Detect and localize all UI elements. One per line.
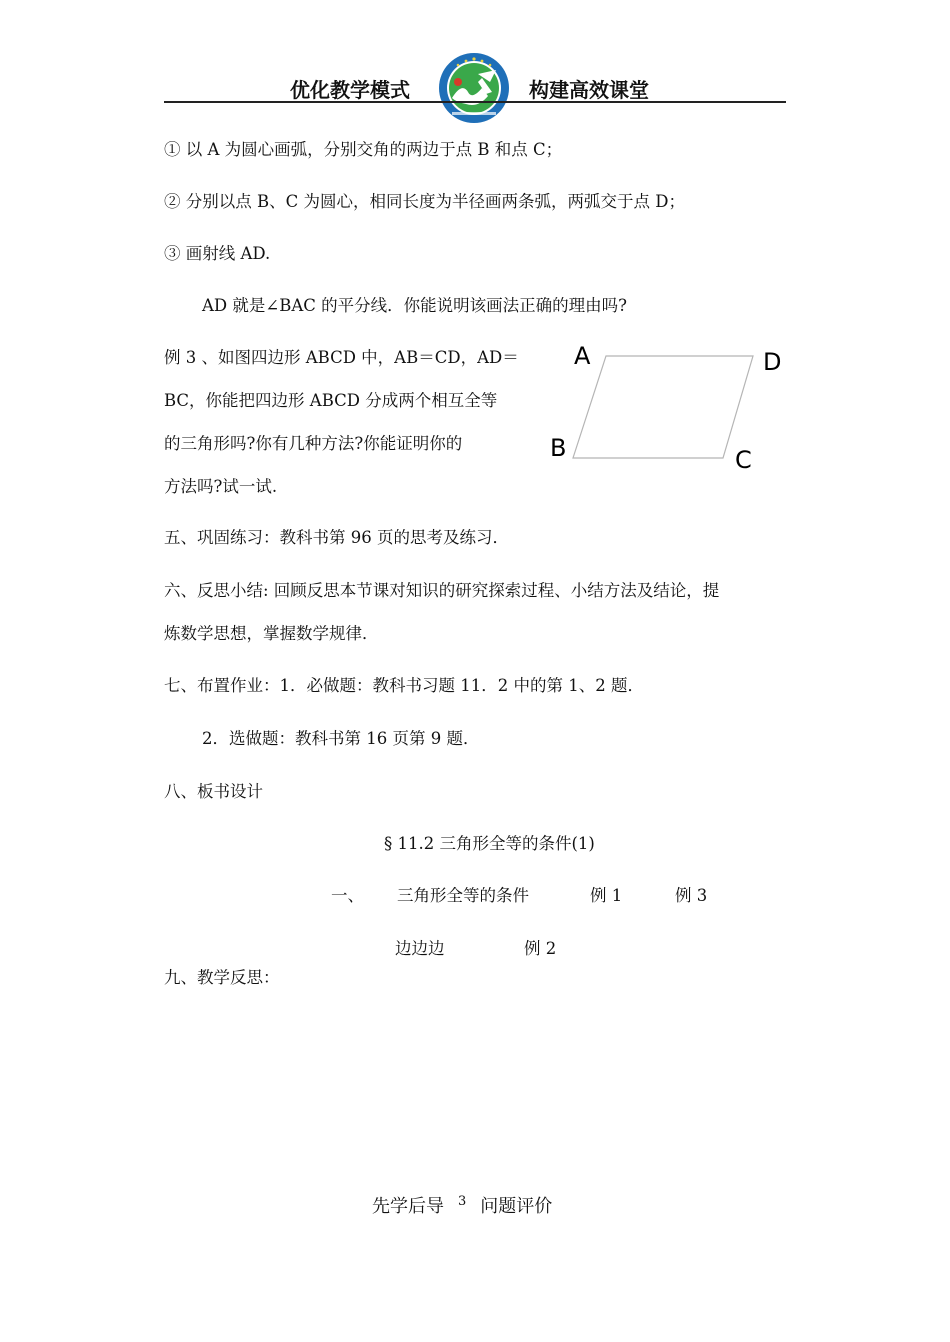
board-row1-heading: 三角形全等的条件 (397, 886, 529, 905)
header-right-title: 构建高效课堂 (529, 78, 649, 102)
vertex-label-c: C (735, 446, 752, 474)
section-7-optional: 2．选做题：教科书第 16 页第 9 题． (202, 729, 480, 748)
board-row1-numeral: 一、 (331, 886, 364, 905)
vertex-label-d: D (763, 348, 782, 376)
board-row1-example3: 例 3 (675, 886, 708, 905)
section-6-line-1: 六、反思小结: 回顾反思本节课对知识的研究探索过程、小结方法及结论，提 (164, 581, 720, 600)
step-1: ① 以 A 为圆心画弧，分别交角的两边于点 B 和点 C； (164, 140, 563, 159)
conclusion-text: AD 就是∠BAC 的平分线．你能说明该画法正确的理由吗? (202, 296, 627, 315)
section-5: 五、巩固练习：教科书第 96 页的思考及练习． (164, 528, 509, 547)
parallelogram-shape (573, 356, 753, 458)
section-9: 九、教学反思： (164, 968, 280, 987)
board-row2-sss: 边边边 (395, 939, 445, 958)
board-row2-example2: 例 2 (524, 939, 557, 958)
example3-line-1: 例 3 、如图四边形 ABCD 中，AB＝CD，AD＝ (164, 348, 519, 367)
vertex-label-b: B (550, 434, 567, 462)
example3-line-3: 的三角形吗?你有几种方法?你能证明你的 (164, 434, 463, 453)
step-2: ② 分别以点 B、C 为圆心，相同长度为半径画两条弧，两弧交于点 D； (164, 192, 685, 211)
section-6-line-2: 炼数学思想，掌握数学规律． (164, 624, 379, 643)
footer-left-text: 先学后导 (372, 1196, 444, 1217)
page-footer (372, 1192, 552, 1218)
example3-line-4: 方法吗?试一试. (164, 477, 278, 496)
page-number: 3 (458, 1194, 467, 1209)
board-row1-example1: 例 1 (590, 886, 623, 905)
section-8: 八、板书设计 (164, 782, 263, 801)
footer-right-text: 问题评价 (480, 1196, 553, 1217)
step-3: ③ 画射线 AD. (164, 244, 271, 263)
parallelogram-diagram (540, 334, 790, 479)
header-divider (164, 101, 786, 103)
vertex-label-a: A (574, 342, 591, 370)
school-logo-icon (438, 52, 510, 124)
section-7: 七、布置作业：1．必做题：教科书习题 11．2 中的第 1、2 题． (164, 676, 644, 695)
board-title: § 11.2 三角形全等的条件(1) (384, 834, 595, 853)
header-left-title: 优化教学模式 (290, 78, 410, 102)
example3-line-2: BC，你能把四边形 ABCD 分成两个相互全等 (164, 391, 498, 410)
